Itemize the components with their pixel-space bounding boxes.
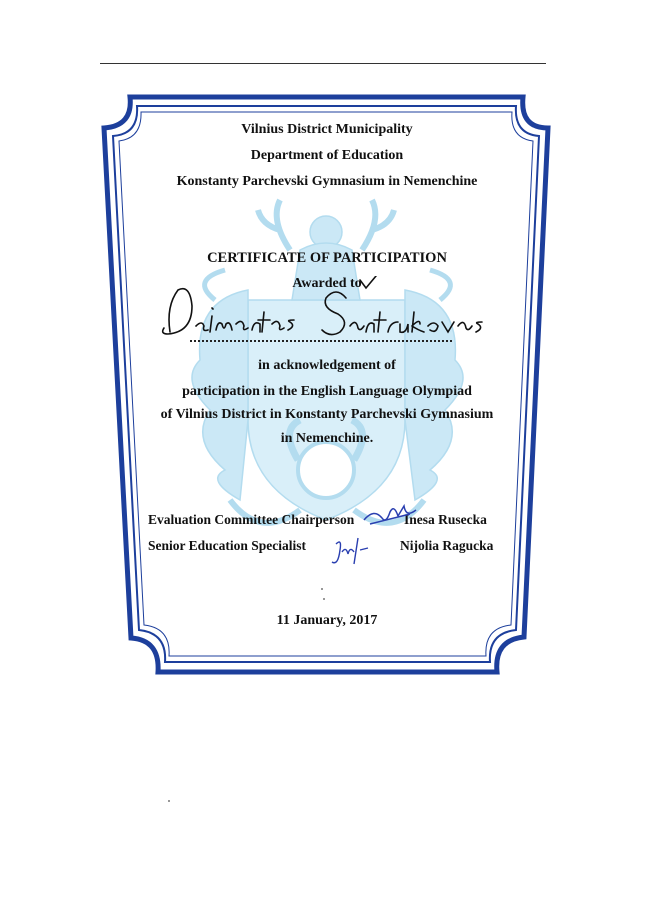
recipient-handwritten-name [150,276,510,356]
name-dotted-line [190,340,452,342]
acknowledgement-line-3: of Vilnius District in Konstanty Parchevski Gymnasium [160,407,494,422]
scan-speck [168,800,170,802]
specialist-name: Nijolia Ragucka [400,538,494,553]
chairperson-signature [360,500,420,530]
certificate-date: 11 January, 2017 [276,613,378,628]
acknowledgement-line-1: in acknowledgement of [258,358,396,373]
specialist-signature [328,532,378,572]
certificate-title: CERTIFICATE OF PARTICIPATION [207,250,447,266]
gymnasium-line: Konstanty Parchevski Gymnasium in Nemenchine [176,174,478,189]
department-line: Department of Education [250,148,404,163]
specialist-role: Senior Education Specialist [148,538,307,553]
awarded-to-label: Awarded to [292,276,362,291]
municipality-line: Vilnius District Municipality [241,122,413,137]
scan-speck [321,588,323,590]
scan-speck [323,598,325,600]
acknowledgement-line-2: participation in the English Language Olympiad [182,384,472,399]
chairperson-role: Evaluation Committee Chairperson [148,512,355,527]
chairperson-name: Inesa Rusecka [404,512,487,527]
acknowledgement-line-4: in Nemenchine. [280,431,374,446]
